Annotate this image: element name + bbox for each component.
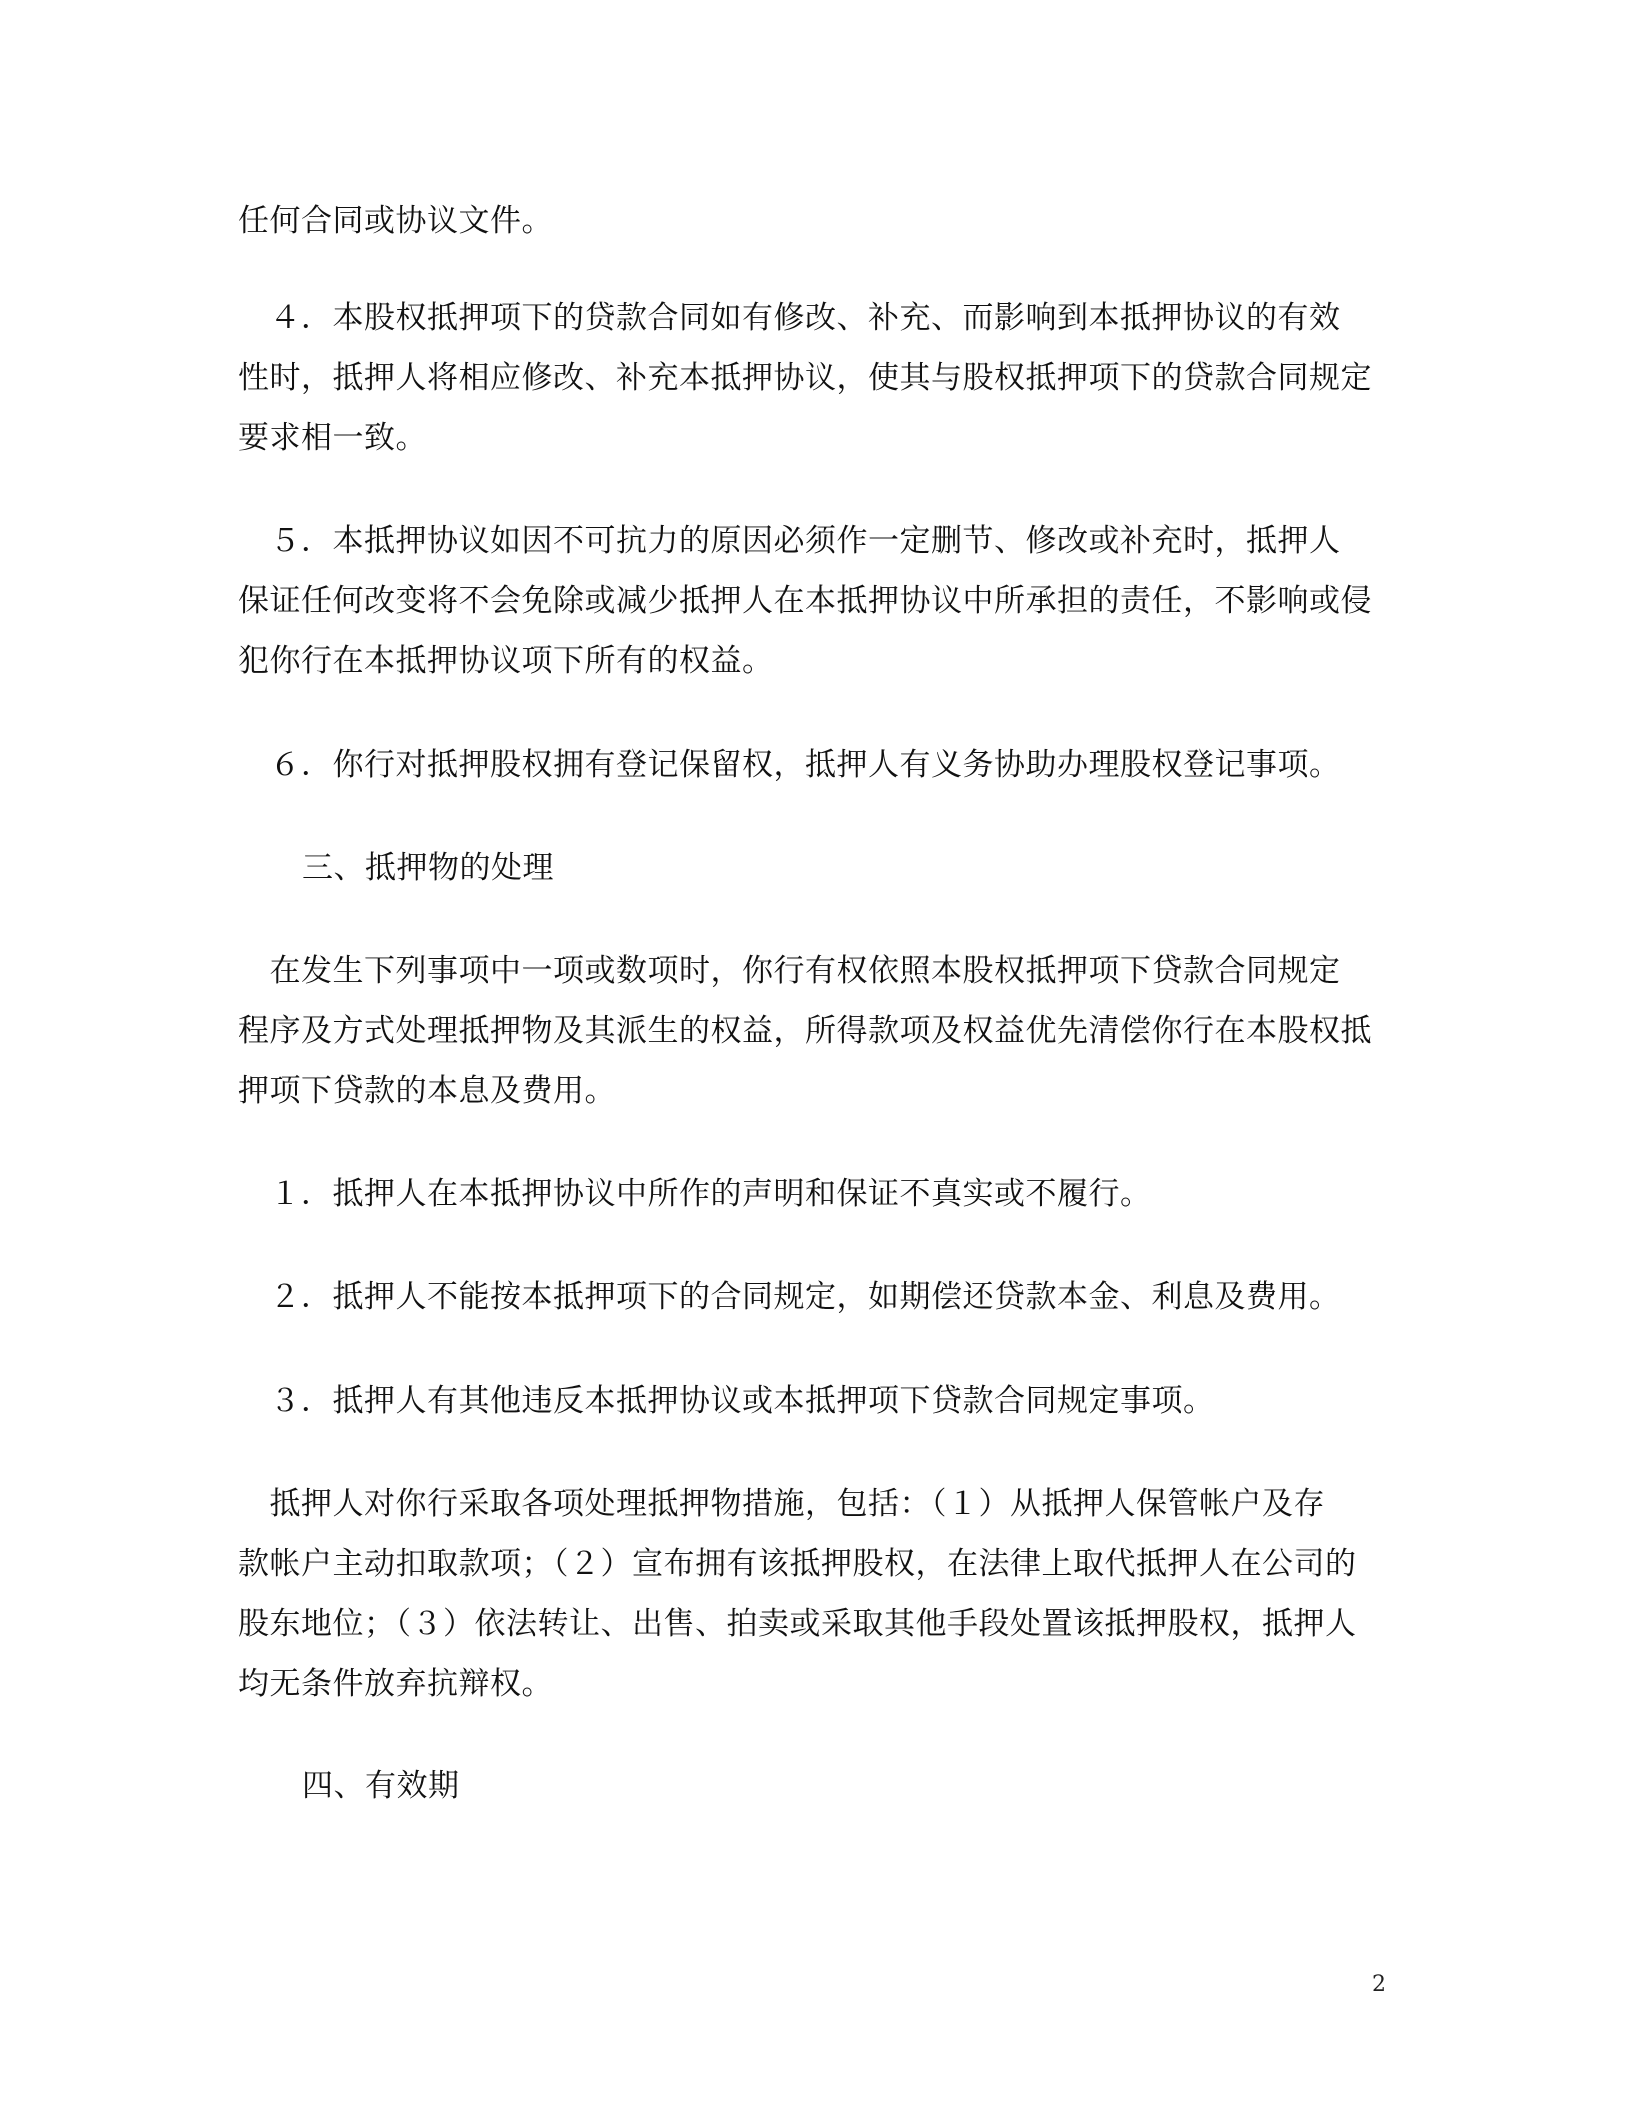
text-line: 要求相一致。 <box>238 420 427 456</box>
paragraph-condition-1 <box>238 1164 1388 1224</box>
text-line: 性时，抵押人将相应修改、补充本抵押协议，使其与股权抵押项下的贷款合同规定 <box>238 360 1372 396</box>
text-line: １．抵押人在本抵押协议中所作的声明和保证不真实或不履行。 <box>238 1176 1152 1212</box>
text-line: ３．抵押人有其他违反本抵押协议或本抵押项下贷款合同规定事项。 <box>238 1383 1215 1419</box>
paragraph-measures <box>238 1474 1388 1714</box>
section-heading: 四、有效期 <box>302 1768 460 1804</box>
page-number: 2 <box>1372 1972 1386 1997</box>
text-line: 保证任何改变将不会免除或减少抵押人在本抵押协议中所承担的责任，不影响或侵 <box>238 583 1372 619</box>
text-line: ２．抵押人不能按本抵押项下的合同规定，如期偿还贷款本金、利息及费用。 <box>238 1279 1341 1315</box>
paragraph-item-4 <box>238 288 1388 468</box>
text-line: 抵押人对你行采取各项处理抵押物措施，包括：（１）从抵押人保管帐户及存 <box>238 1486 1325 1522</box>
paragraph-condition-2 <box>238 1267 1388 1327</box>
text-line: 押项下贷款的本息及费用。 <box>238 1073 616 1109</box>
paragraph-continuation <box>238 191 1388 251</box>
paragraph-item-6 <box>238 735 1388 795</box>
text-line: ６．你行对抵押股权拥有登记保留权，抵押人有义务协助办理股权登记事项。 <box>238 747 1341 783</box>
text-line: ４．本股权抵押项下的贷款合同如有修改、补充、而影响到本抵押协议的有效 <box>238 300 1341 336</box>
text-line: 股东地位；（３）依法转让、出售、拍卖或采取其他手段处置该抵押股权，抵押人 <box>238 1606 1357 1642</box>
text-line: 款帐户主动扣取款项；（２）宣布拥有该抵押股权，在法律上取代抵押人在公司的 <box>238 1546 1357 1582</box>
text-line: ５．本抵押协议如因不可抗力的原因必须作一定删节、修改或补充时，抵押人 <box>238 523 1341 559</box>
text-line: 均无条件放弃抗辩权。 <box>238 1666 553 1702</box>
paragraph-section-3-intro <box>238 941 1388 1121</box>
section-heading: 三、抵押物的处理 <box>302 850 554 886</box>
text-line: 任何合同或协议文件。 <box>238 203 553 239</box>
paragraph-item-5 <box>238 511 1388 691</box>
paragraph-condition-3 <box>238 1371 1388 1431</box>
text-line: 犯你行在本抵押协议项下所有的权益。 <box>238 643 774 679</box>
text-line: 在发生下列事项中一项或数项时，你行有权依照本股权抵押项下贷款合同规定 <box>238 953 1341 989</box>
text-line: 程序及方式处理抵押物及其派生的权益，所得款项及权益优先清偿你行在本股权抵 <box>238 1013 1372 1049</box>
